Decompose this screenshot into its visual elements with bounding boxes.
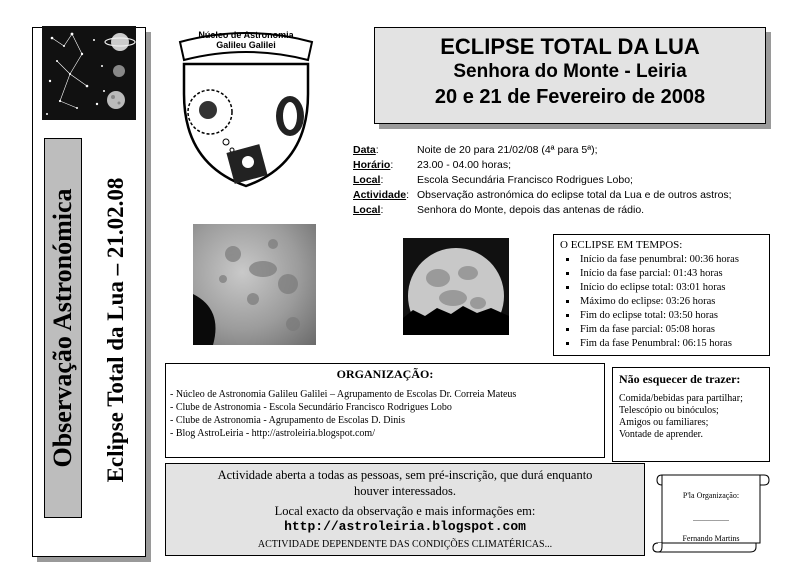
event-details [353, 143, 773, 218]
signature-scroll [652, 469, 770, 553]
organization-box [165, 363, 605, 458]
detail-value: Observação astronómica do eclipse total da Lua e de outros astros; [417, 189, 732, 201]
detail-label: Data [353, 144, 376, 156]
detail-label: Local [353, 174, 381, 186]
event-header [374, 27, 766, 124]
side-title-panel [44, 138, 82, 518]
detail-label: Horário [353, 159, 391, 171]
info-line: houver interessados. [353, 484, 457, 498]
detail-value: Escola Secundária Francisco Rodrigues Lobo; [417, 174, 633, 186]
logo-text-line1: Núcleo de Astronomia [198, 30, 294, 40]
list-item: ▪ Fim do eclipse total: 03:50 horas [578, 309, 765, 323]
full-moon-photo [403, 238, 509, 335]
list-item: - Clube de Astronomia - Escola Secundário Francisco Rodrigues Lobo [170, 402, 452, 413]
detail-row: Horário: 23.00 - 04.00 horas; [353, 159, 511, 171]
detail-row: Local: Escola Secundária Francisco Rodrigues Lobo; [353, 174, 633, 186]
signature-name: Fernando Martins [682, 534, 740, 543]
signature-label: P'la Organização: [682, 491, 740, 500]
constellation-image [42, 26, 136, 120]
detail-row: Local: Senhora do Monte, depois das antenas de rádio. [353, 204, 645, 216]
bring-list-box [612, 367, 770, 462]
weather-note: ACTIVIDADE DEPENDENTE DAS CONDIÇÕES CLIMATÉRICAS... [257, 539, 553, 550]
list-item: ▪ Início do eclipse total: 03:01 horas [578, 281, 765, 295]
list-item: Comida/bebidas para partilhar; [619, 393, 743, 404]
moon-closeup-photo [193, 224, 316, 345]
detail-label: Actividade [353, 189, 407, 201]
detail-row: Data: Noite de 20 para 21/02/08 (4ª para 5ª); [353, 144, 598, 156]
detail-value: 23.00 - 04.00 horas; [417, 159, 511, 171]
blog-link[interactable]: http://astroleiria.blogspot.com [284, 519, 526, 534]
list-item: Vontade de aprender. [619, 429, 703, 440]
list-item: ▪ Fim da fase parcial: 05:08 horas [578, 323, 765, 337]
detail-label: Local [353, 204, 381, 216]
list-item: ▪ Fim da fase Penumbral: 06:15 horas [578, 337, 765, 351]
info-box [165, 463, 645, 556]
logo-text-line2: Galileu Galilei [216, 40, 276, 50]
signature-line: .................. [693, 514, 729, 523]
side-title: Observação Astronómica [48, 188, 77, 468]
list-item: ▪ Máximo do eclipse: 03:26 horas [578, 295, 765, 309]
event-place: Senhora do Monte - Leiria [453, 61, 687, 82]
eclipse-times-title: O ECLIPSE EM TEMPOS: [560, 239, 683, 251]
detail-value: Noite de 20 para 21/02/08 (4ª para 5ª); [417, 144, 598, 156]
info-line: Actividade aberta a todas as pessoas, sem pré-inscrição, que durá enquanto [217, 468, 593, 482]
event-date: 20 e 21 de Fevereiro de 2008 [434, 86, 706, 108]
bring-title: Não esquecer de trazer: [619, 372, 741, 386]
list-item: - Clube de Astronomia - Agrupamento de Escolas D. Dinis [170, 415, 405, 426]
detail-value: Senhora do Monte, depois das antenas de rádio. [417, 204, 645, 216]
organization-title: ORGANIZAÇÃO: [336, 367, 434, 381]
list-item: ▪ Início da fase penumbral: 00:36 horas [578, 253, 765, 267]
side-subtitle-panel [98, 150, 134, 510]
detail-row: Actividade: Observação astronómica do eclipse total da Lua e de outros astros; [353, 189, 732, 201]
side-subtitle: Eclipse Total da Lua – 21.02.08 [103, 177, 128, 483]
event-title: ECLIPSE TOTAL DA LUA [440, 34, 700, 59]
info-line: Local exacto da observação e mais informações em: [274, 504, 536, 518]
list-item: ▪ Início da fase parcial: 01:43 horas [578, 267, 765, 281]
list-item: - Blog AstroLeiria - http://astroleiria.blogspot.com/ [170, 428, 375, 439]
list-item: - Núcleo de Astronomia Galileu Galilei – Agrupamento de Escolas Dr. Correia Mateus [170, 389, 517, 400]
list-item: Amigos ou familiares; [619, 417, 709, 428]
eclipse-times-box [553, 234, 770, 356]
club-logo [172, 24, 320, 190]
list-item: Telescópio ou binóculos; [619, 405, 719, 416]
